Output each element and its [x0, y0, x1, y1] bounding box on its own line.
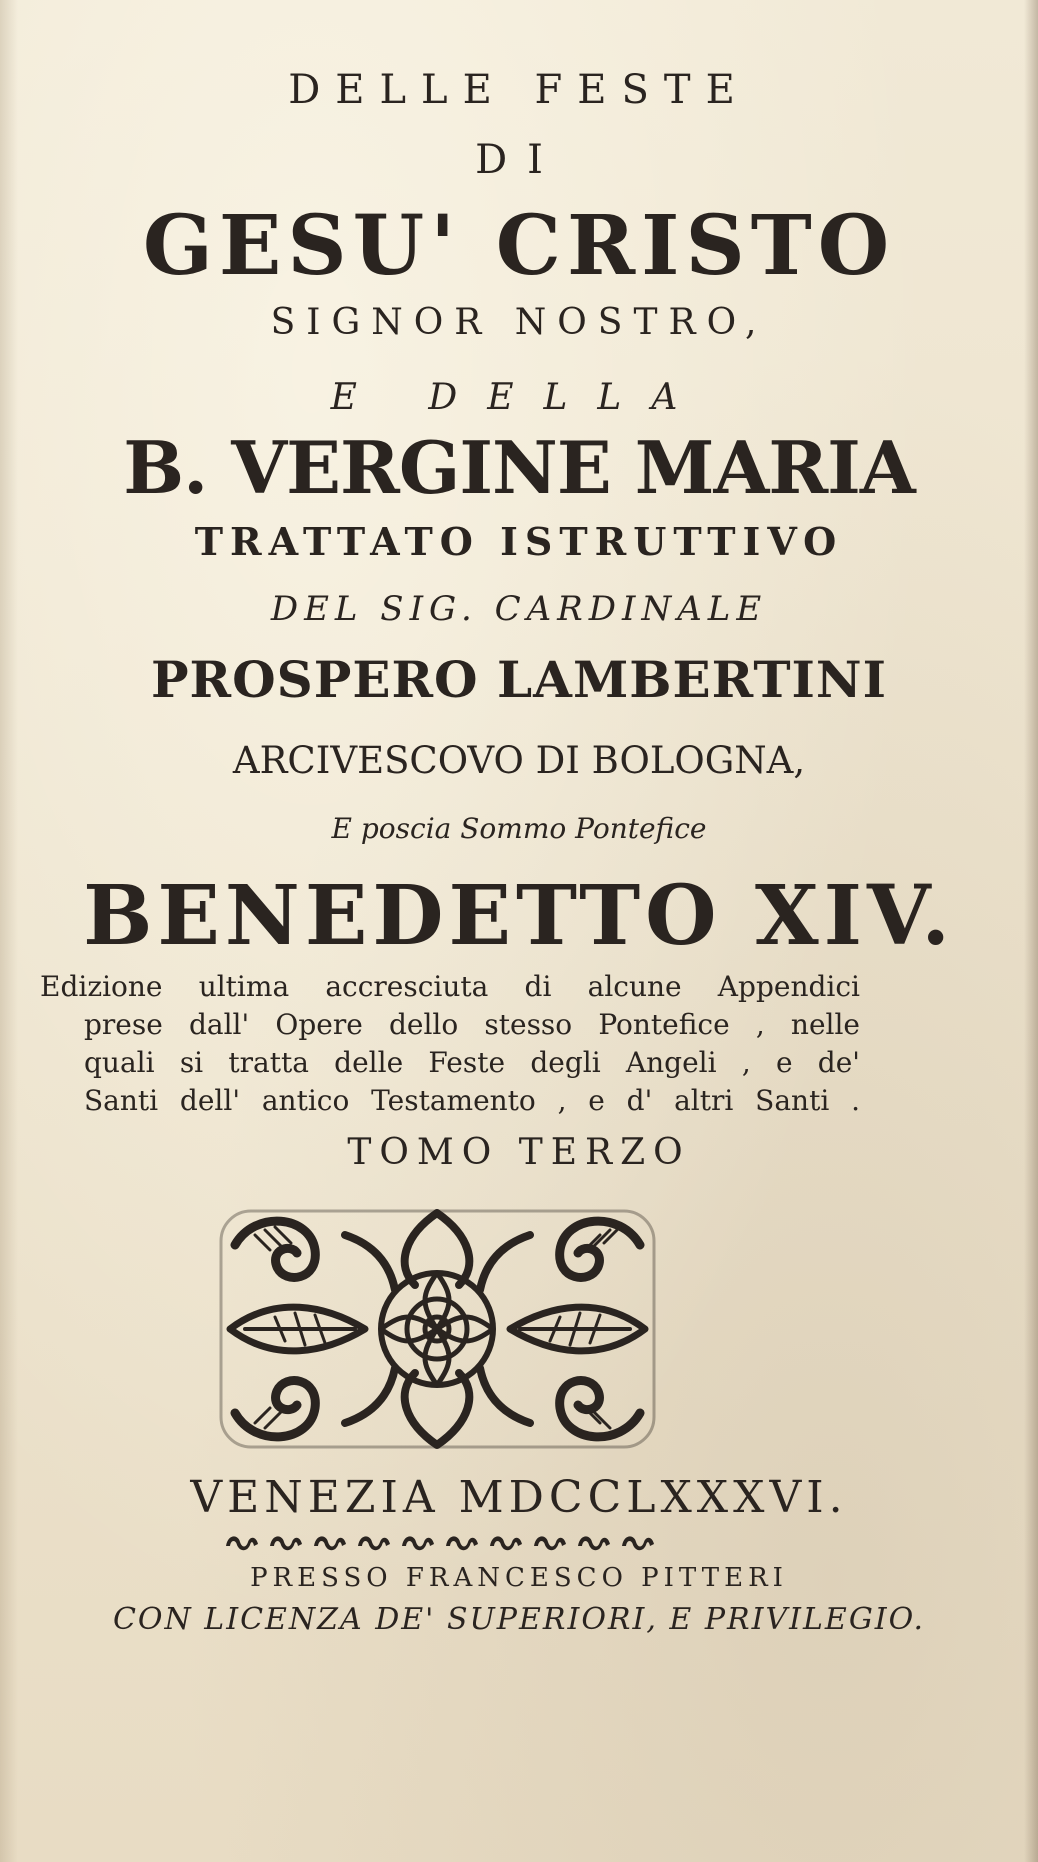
- edition-note-line: Santi dell' antico Testamento , e d' altri Santi .: [84, 1084, 860, 1117]
- fleuron-icon: [446, 1536, 478, 1550]
- fleuron-icon: [358, 1536, 390, 1550]
- imprint-printer: PRESSO FRANCESCO PITTERI: [250, 1563, 788, 1593]
- fleuron-icon: [490, 1536, 522, 1550]
- edition-note-line: Edizione ultima accresciuta di alcune Appendici: [40, 970, 860, 1003]
- fleuron-icon: [402, 1536, 434, 1550]
- title-line-signor-nostro: SIGNOR NOSTRO,: [270, 302, 768, 343]
- edition-note-line: quali si tratta delle Feste degli Angeli , e de': [84, 1046, 860, 1079]
- author-name: PROSPERO LAMBERTINI: [150, 650, 888, 709]
- subtitle-del-sig-cardinale: DEL SIG. CARDINALE: [270, 589, 768, 629]
- author-pope-name: BENEDETTO XIV.: [83, 868, 955, 964]
- title-line-gesu-cristo: GESU' CRISTO: [142, 198, 896, 294]
- title-line-e-della: E DELLA: [330, 377, 708, 418]
- edition-note: [40, 968, 860, 1120]
- fleuron-icon: [578, 1536, 610, 1550]
- author-later-title: E poscia Sommo Pontefice: [331, 812, 707, 845]
- fleuron-icon: [270, 1536, 302, 1550]
- fleuron-icon: [314, 1536, 346, 1550]
- floral-rosette-ornament-icon: [215, 1205, 660, 1453]
- title-line-delle-feste: DELLE FESTE: [288, 67, 750, 113]
- fleuron-row-icon: [220, 1530, 660, 1554]
- author-title: ARCIVESCOVO DI BOLOGNA,: [232, 739, 806, 782]
- edition-note-line: prese dall' Opere dello stesso Pontefice , nelle: [84, 1008, 860, 1041]
- imprint-place-date: VENEZIA MDCCLXXXVI.: [190, 1472, 848, 1523]
- volume-label: TOMO TERZO: [347, 1132, 691, 1173]
- title-line-di: DI: [475, 137, 563, 183]
- fleuron-icon: [226, 1536, 258, 1550]
- subtitle-trattato-istruttivo: TRATTATO ISTRUTTIVO: [194, 519, 844, 564]
- fleuron-icon: [534, 1536, 566, 1550]
- title-line-vergine-maria: B. VERGINE MARIA: [123, 425, 915, 510]
- imprint-license: CON LICENZA DE' SUPERIORI, E PRIVILEGIO.: [112, 1602, 926, 1637]
- fleuron-icon: [622, 1536, 654, 1550]
